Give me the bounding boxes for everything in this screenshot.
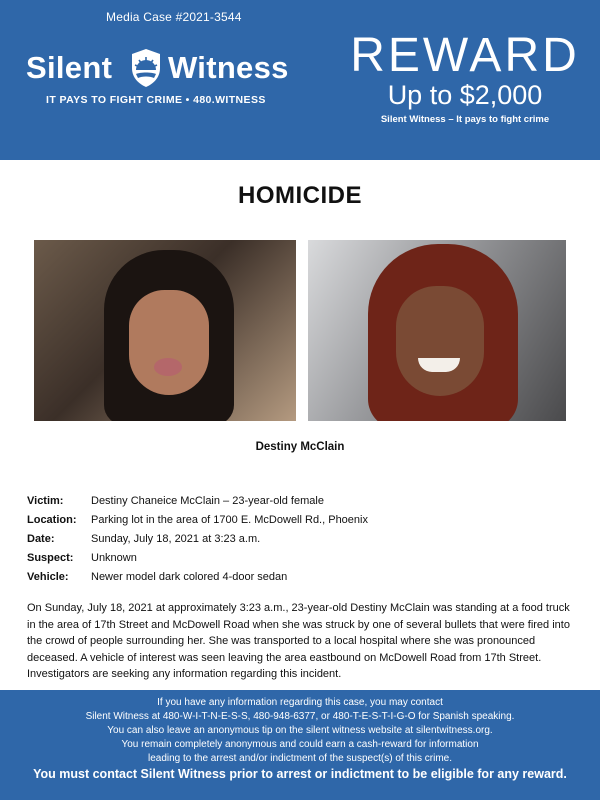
contact-line: Silent Witness at 480-W-I-T-N-E-S-S, 480-948-6377, or 480-T-E-S-T-I-G-O for Spanish speaking. [85,711,515,722]
detail-label: Date: [27,533,55,545]
reward-amount: Up to $2,000 [387,80,543,110]
contact-line: You can also leave an anonymous tip on the silent witness website at silentwitness.org. [107,725,493,736]
detail-value: Destiny Chaneice McClain – 23-year-old female [91,495,324,507]
contact-line: If you have any information regarding this case, you may contact [157,697,443,708]
silent-witness-logo [26,50,316,110]
detail-label: Location: [27,514,77,526]
logo-word-silent: Silent [26,50,113,85]
detail-value: Unknown [91,552,137,564]
case-narrative: On Sunday, July 18, 2021 at approximately 3:23 a.m., 23-year-old Destiny McClain was standing at a food truck in the area of 17th Street and McDowell Road when she was struck by one of several bullets that were fired into the crowd of people surrounding her. She was transported to a local hospital where she was pronounced deceased. A vehicle of interest was seen leaving the area eastbound on McDowell Road from 17th Street. Investigators are seeking any information regarding this incident. [27,602,570,680]
reward-block [345,29,585,125]
detail-label: Victim: [27,495,64,507]
photo-caption: Destiny McClain [255,441,345,453]
logo-word-witness: Witness [168,50,289,85]
victim-photo-2 [308,240,566,421]
reward-subtitle: Silent Witness – It pays to fight crime [380,114,550,125]
crime-type-title: HOMICIDE [238,182,362,209]
footer-banner [0,690,600,800]
logo-tagline: IT PAYS TO FIGHT CRIME • 480.WITNESS [46,94,266,106]
contact-line: leading to the arrest and/or indictment of the suspect(s) of this crime. [147,753,453,764]
media-case-number: Media Case #2021-3544 [106,10,242,24]
reward-title: REWARD [350,29,580,82]
victim-photo-1 [34,240,296,421]
detail-value: Sunday, July 18, 2021 at 3:23 a.m. [91,533,261,545]
header-banner [0,0,600,160]
reward-eligibility-notice: You must contact Silent Witness prior to arrest or indictment to be eligible for any reward. [33,767,567,781]
shield-sunrise-icon [130,48,162,88]
contact-line: You remain completely anonymous and could earn a cash-reward for information [121,739,479,750]
detail-value: Parking lot in the area of 1700 E. McDowell Rd., Phoenix [91,514,368,526]
contact-info [0,690,600,766]
detail-value: Newer model dark colored 4-door sedan [91,571,288,583]
detail-label: Vehicle: [27,571,69,583]
detail-label: Suspect: [27,552,74,564]
